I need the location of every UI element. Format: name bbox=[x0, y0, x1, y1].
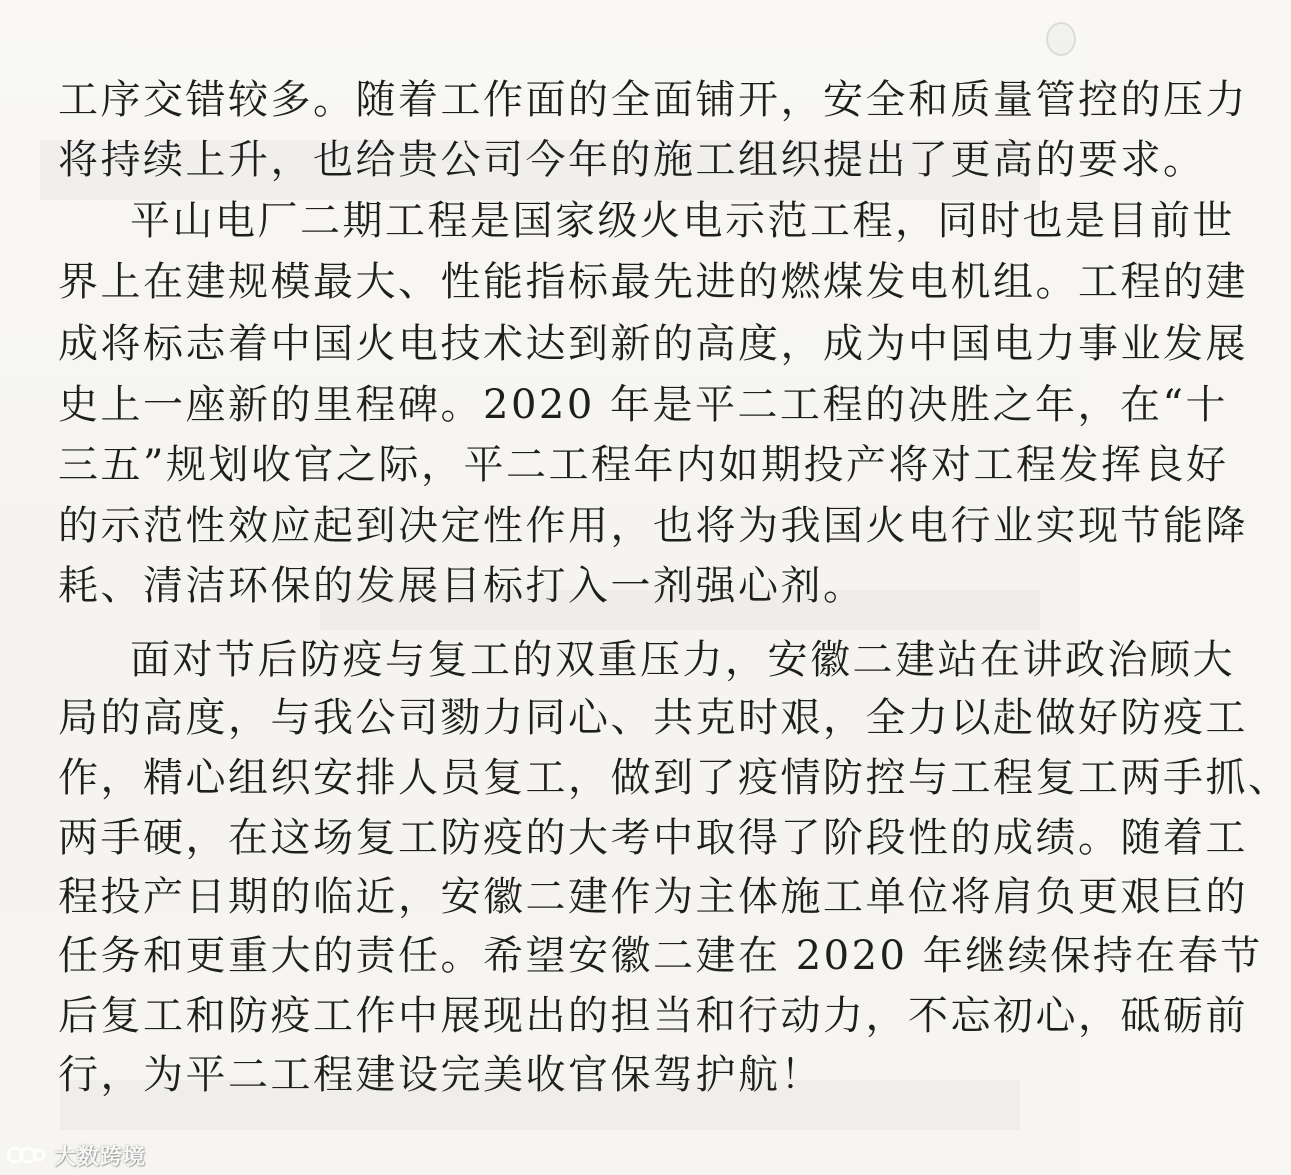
paragraph-line: 作，精心组织安排人员复工，做到了疫情防控与工程复工两手抓、 bbox=[58, 755, 1291, 801]
paragraph-line: 界上在建规模最大、性能指标最先进的燃煤发电机组。工程的建 bbox=[58, 259, 1248, 305]
paragraph-line: 史上一座新的里程碑。2020 年是平二工程的决胜之年，在“十 bbox=[58, 382, 1228, 428]
paragraph-line: 成将标志着中国火电技术达到新的高度，成为中国电力事业发展 bbox=[58, 321, 1248, 367]
paragraph-line: 后复工和防疫工作中展现出的担当和行动力，不忘初心，砥砺前 bbox=[58, 993, 1248, 1039]
corner-stamp-mark bbox=[1046, 22, 1076, 56]
paragraph-line: 工序交错较多。随着工作面的全面铺开，安全和质量管控的压力 bbox=[58, 77, 1248, 123]
paragraph-line: 任务和更重大的责任。希望安徽二建在 2020 年继续保持在春节 bbox=[58, 933, 1263, 979]
paragraph-line: 程投产日期的临近，安徽二建作为主体施工单位将肩负更艰巨的 bbox=[58, 874, 1248, 920]
watermark bbox=[6, 1138, 146, 1172]
paragraph-line: 平山电厂二期工程是国家级火电示范工程，同时也是目前世 bbox=[130, 198, 1235, 244]
paragraph-line: 局的高度，与我公司勠力同心、共克时艰，全力以赴做好防疫工 bbox=[58, 695, 1248, 741]
watermark-text: 大数跨境 bbox=[54, 1144, 147, 1170]
paragraph-line: 的示范性效应起到决定性作用，也将为我国火电行业实现节能降 bbox=[58, 503, 1248, 549]
paragraph-line: 耗、清洁环保的发展目标打入一剂强心剂。 bbox=[58, 563, 866, 609]
paragraph-line: 三五”规划收官之际，平二工程年内如期投产将对工程发挥良好 bbox=[58, 442, 1229, 488]
paragraph-line: 两手硬，在这场复工防疫的大考中取得了阶段性的成绩。随着工 bbox=[58, 815, 1248, 861]
paragraph-line: 将持续上升，也给贵公司今年的施工组织提出了更高的要求。 bbox=[58, 137, 1206, 183]
watermark-logo-icon bbox=[6, 1142, 46, 1168]
paragraph-line: 面对节后防疫与复工的双重压力，安徽二建站在讲政治顾大 bbox=[130, 637, 1235, 683]
paragraph-line: 行，为平二工程建设完美收官保驾护航！ bbox=[58, 1052, 823, 1098]
